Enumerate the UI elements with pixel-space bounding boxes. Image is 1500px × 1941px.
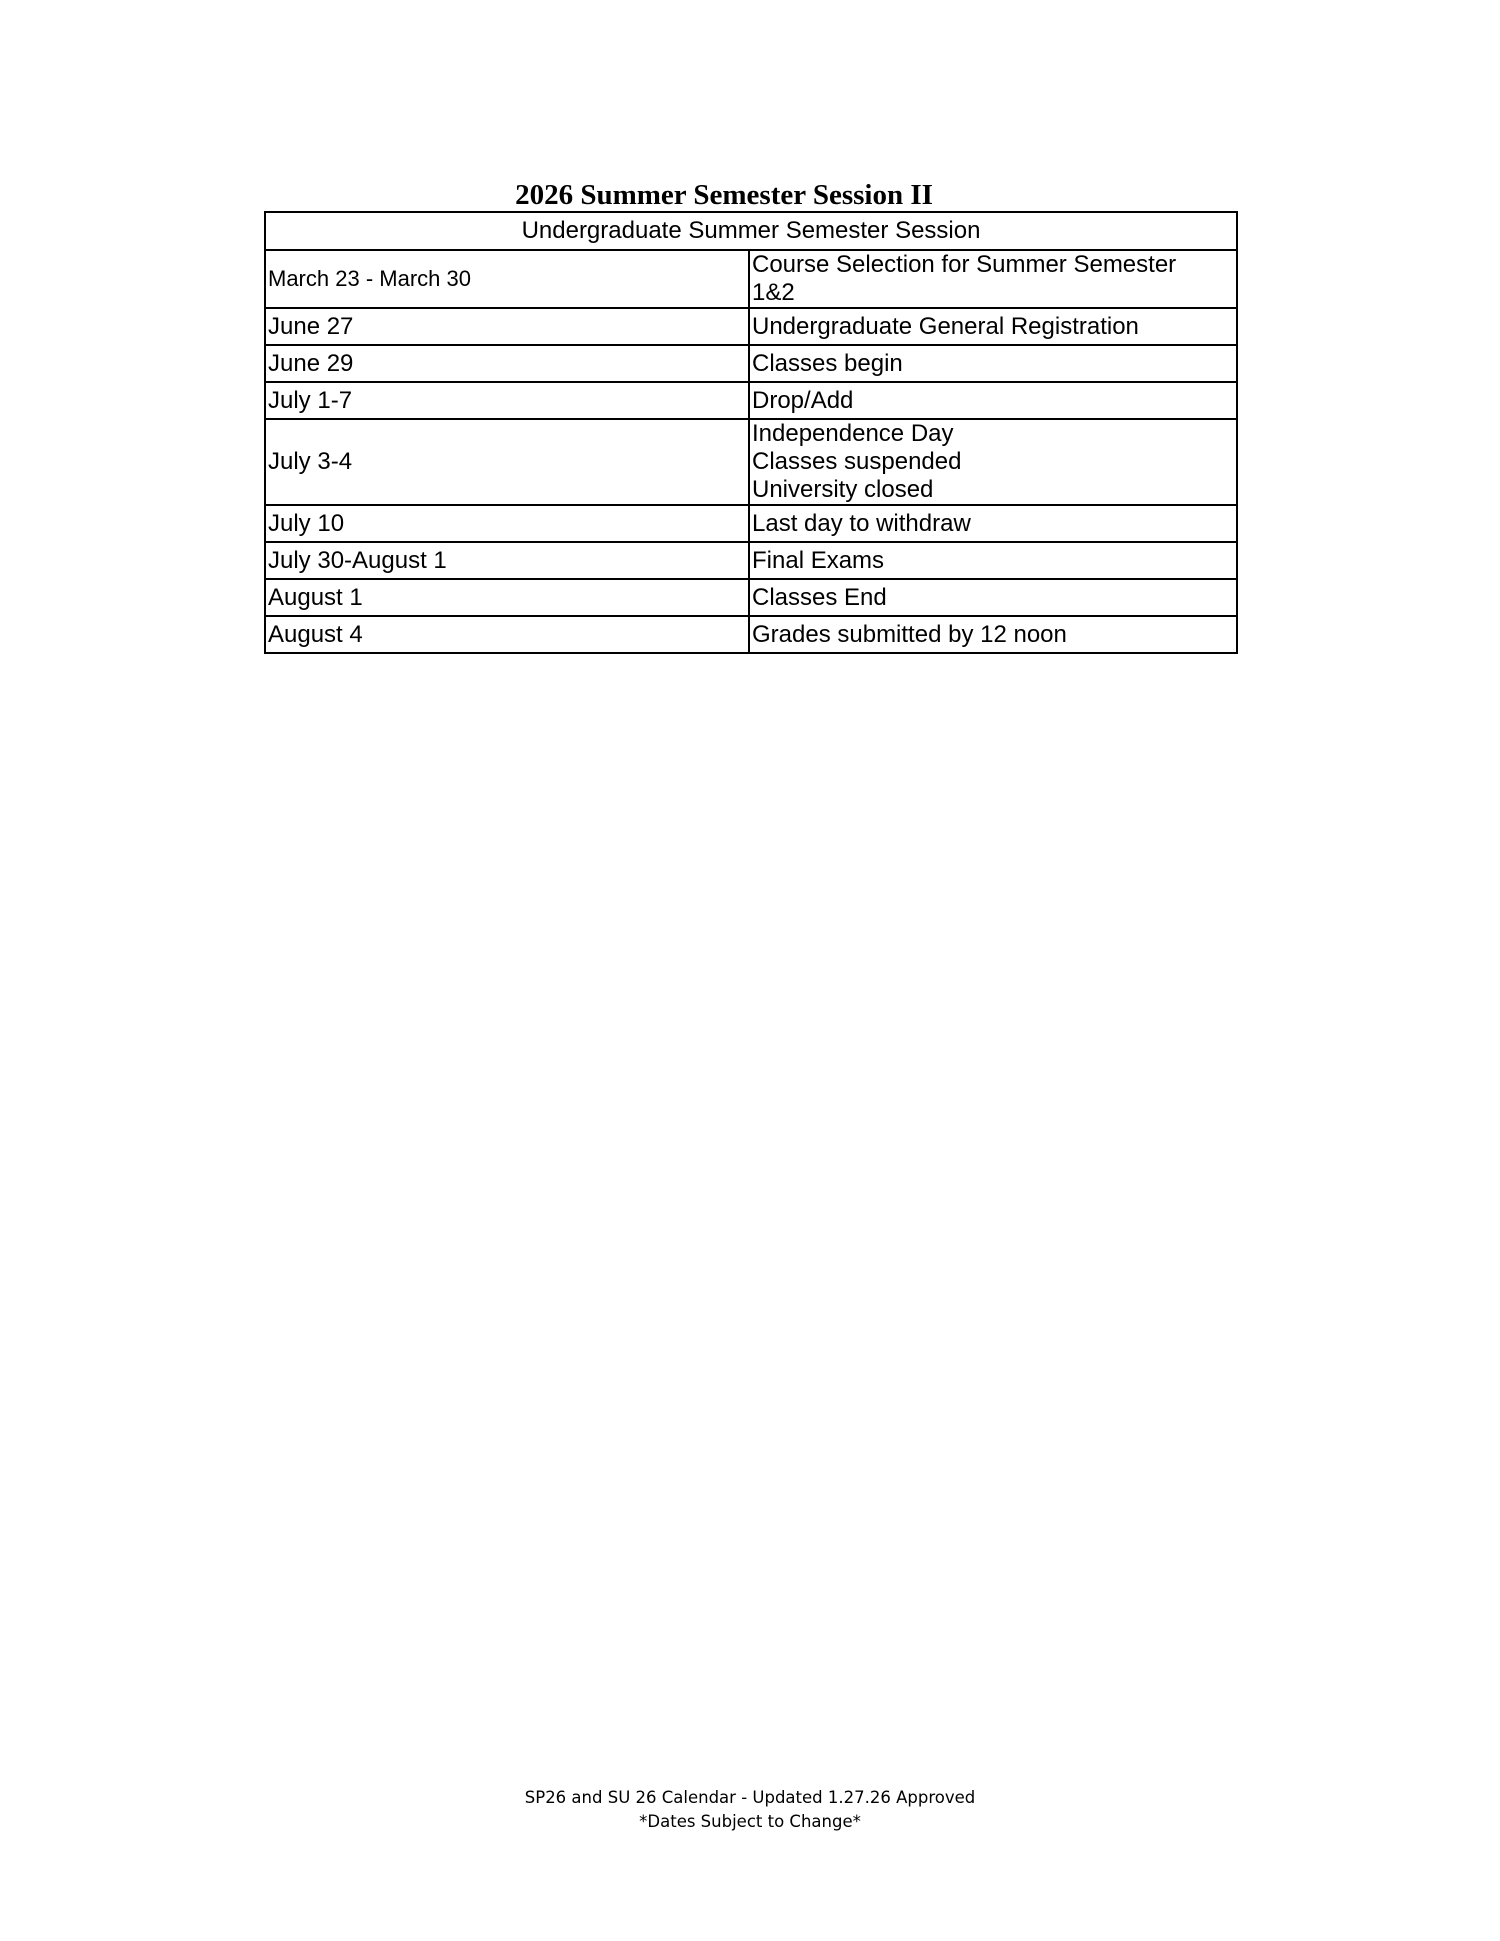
table-row (265, 616, 1237, 653)
event-cell: Drop/Add (749, 382, 1237, 419)
event-cell: Undergraduate General Registration (749, 308, 1237, 345)
table-row (265, 382, 1237, 419)
page-footer (264, 1786, 1236, 1834)
event-cell: Grades submitted by 12 noon (749, 616, 1237, 653)
calendar-table (264, 211, 1238, 654)
page-title: 2026 Summer Semester Session II (515, 179, 933, 211)
table-row (265, 579, 1237, 616)
table-header: Undergraduate Summer Semester Session (265, 212, 1237, 250)
date-cell: July 1-7 (265, 382, 749, 419)
date-cell: June 29 (265, 345, 749, 382)
event-line: Classes suspended (752, 448, 962, 475)
footer-update-note: SP26 and SU 26 Calendar - Updated 1.27.26 Approved (524, 1788, 976, 1807)
event-line: Independence Day (752, 420, 954, 447)
event-line: University closed (752, 476, 934, 503)
event-cell: Final Exams (749, 542, 1237, 579)
date-cell: August 4 (265, 616, 749, 653)
event-line: Course Selection for Summer Semester (752, 251, 1177, 278)
table-row (265, 308, 1237, 345)
date-cell: August 1 (265, 579, 749, 616)
table-row (265, 419, 1237, 505)
date-cell: June 27 (265, 308, 749, 345)
date-cell: July 30-August 1 (265, 542, 749, 579)
event-cell (749, 250, 1237, 308)
table-row (265, 542, 1237, 579)
table-row (265, 505, 1237, 542)
table-row (265, 345, 1237, 382)
event-line: 1&2 (752, 279, 795, 306)
event-cell: Classes End (749, 579, 1237, 616)
date-cell: July 10 (265, 505, 749, 542)
date-cell: July 3-4 (265, 419, 749, 505)
footer-disclaimer: *Dates Subject to Change* (639, 1812, 861, 1831)
event-cell: Classes begin (749, 345, 1237, 382)
event-cell: Last day to withdraw (749, 505, 1237, 542)
table-row (265, 250, 1237, 308)
event-cell (749, 419, 1237, 505)
date-cell: March 23 - March 30 (265, 250, 749, 308)
